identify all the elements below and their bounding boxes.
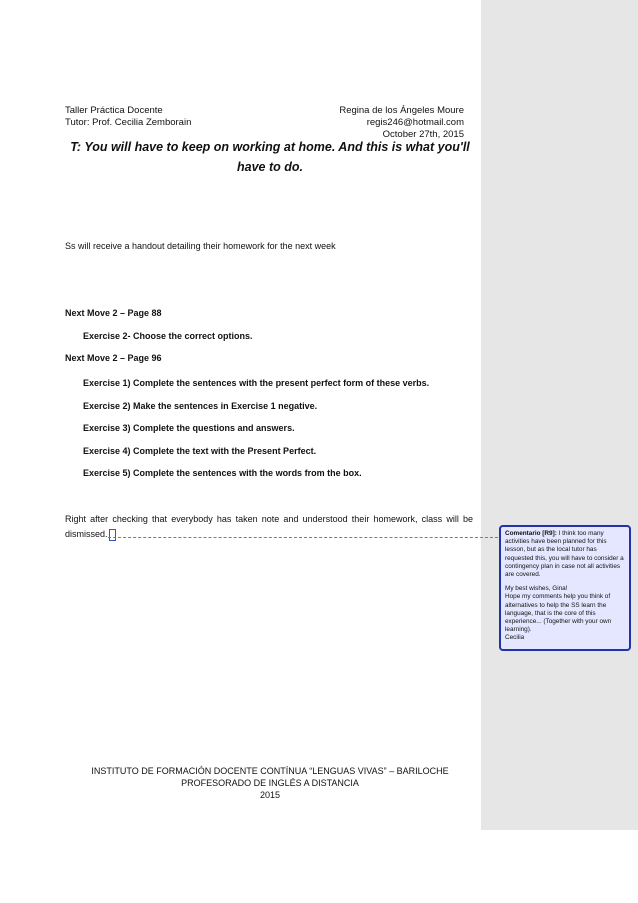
comment-connector-line bbox=[108, 537, 498, 539]
document-date: October 27th, 2015 bbox=[382, 129, 464, 140]
comment-margin-pane bbox=[481, 0, 638, 830]
author-name: Regina de los Ángeles Moure bbox=[339, 105, 464, 116]
exercise-item: Exercise 2) Make the sentences in Exercise 1 negative. bbox=[83, 401, 318, 411]
comment-text-2: My best wishes, Gina! bbox=[505, 585, 568, 593]
exercise-item: Exercise 3) Complete the questions and answers. bbox=[83, 423, 295, 433]
page-footer bbox=[55, 765, 485, 801]
comment-text-3: Hope my comments help you think of alternatives to help the SS learn the language, that is the core of this experience... (Together with your own learning). bbox=[505, 593, 612, 634]
book2-heading: Next Move 2 – Page 96 bbox=[65, 353, 162, 363]
handout-paragraph: Ss will receive a handout detailing their homework for the next week bbox=[65, 241, 336, 251]
footer-institute: INSTITUTO DE FORMACIÓN DOCENTE CONTÍNUA “LENGUAS VIVAS” – BARILOCHE bbox=[91, 766, 449, 776]
header-right bbox=[339, 105, 464, 141]
closing-text: Right after checking that everybody has taken note and understood their homework, class will be dismissed. bbox=[65, 514, 473, 539]
footer-year: 2015 bbox=[259, 790, 281, 800]
comment-text-4: Cecilia bbox=[505, 634, 525, 642]
tutor-name: Tutor: Prof. Cecilia Zemborain bbox=[65, 117, 192, 128]
exercise-item: Exercise 1) Complete the sentences with the present perfect form of these verbs. bbox=[83, 378, 430, 388]
course-name: Taller Práctica Docente bbox=[65, 105, 163, 116]
comment-text-1: I think too many activities have been planned for this lesson, but as the local tutor has requested this, you will have to consider a contingency plan in case not all activities are covered. bbox=[505, 530, 624, 579]
comment-label: Comentario [R9]: bbox=[505, 530, 557, 537]
exercise-item: Exercise 4) Complete the text with the Present Perfect. bbox=[83, 446, 317, 456]
exercise-item: Exercise 5) Complete the sentences with the words from the box. bbox=[83, 468, 362, 478]
review-comment-balloon[interactable] bbox=[499, 525, 631, 651]
author-email: regis246@hotmail.com bbox=[366, 117, 464, 128]
page-title: T: You will have to keep on working at home. And this is what you'll have to do. bbox=[70, 140, 470, 174]
book1-heading: Next Move 2 – Page 88 bbox=[65, 308, 162, 318]
footer-program: PROFESORADO DE INGLÉS A DISTANCIA bbox=[181, 778, 359, 788]
header-left bbox=[65, 105, 191, 129]
book1-exercise: Exercise 2- Choose the correct options. bbox=[83, 331, 253, 341]
